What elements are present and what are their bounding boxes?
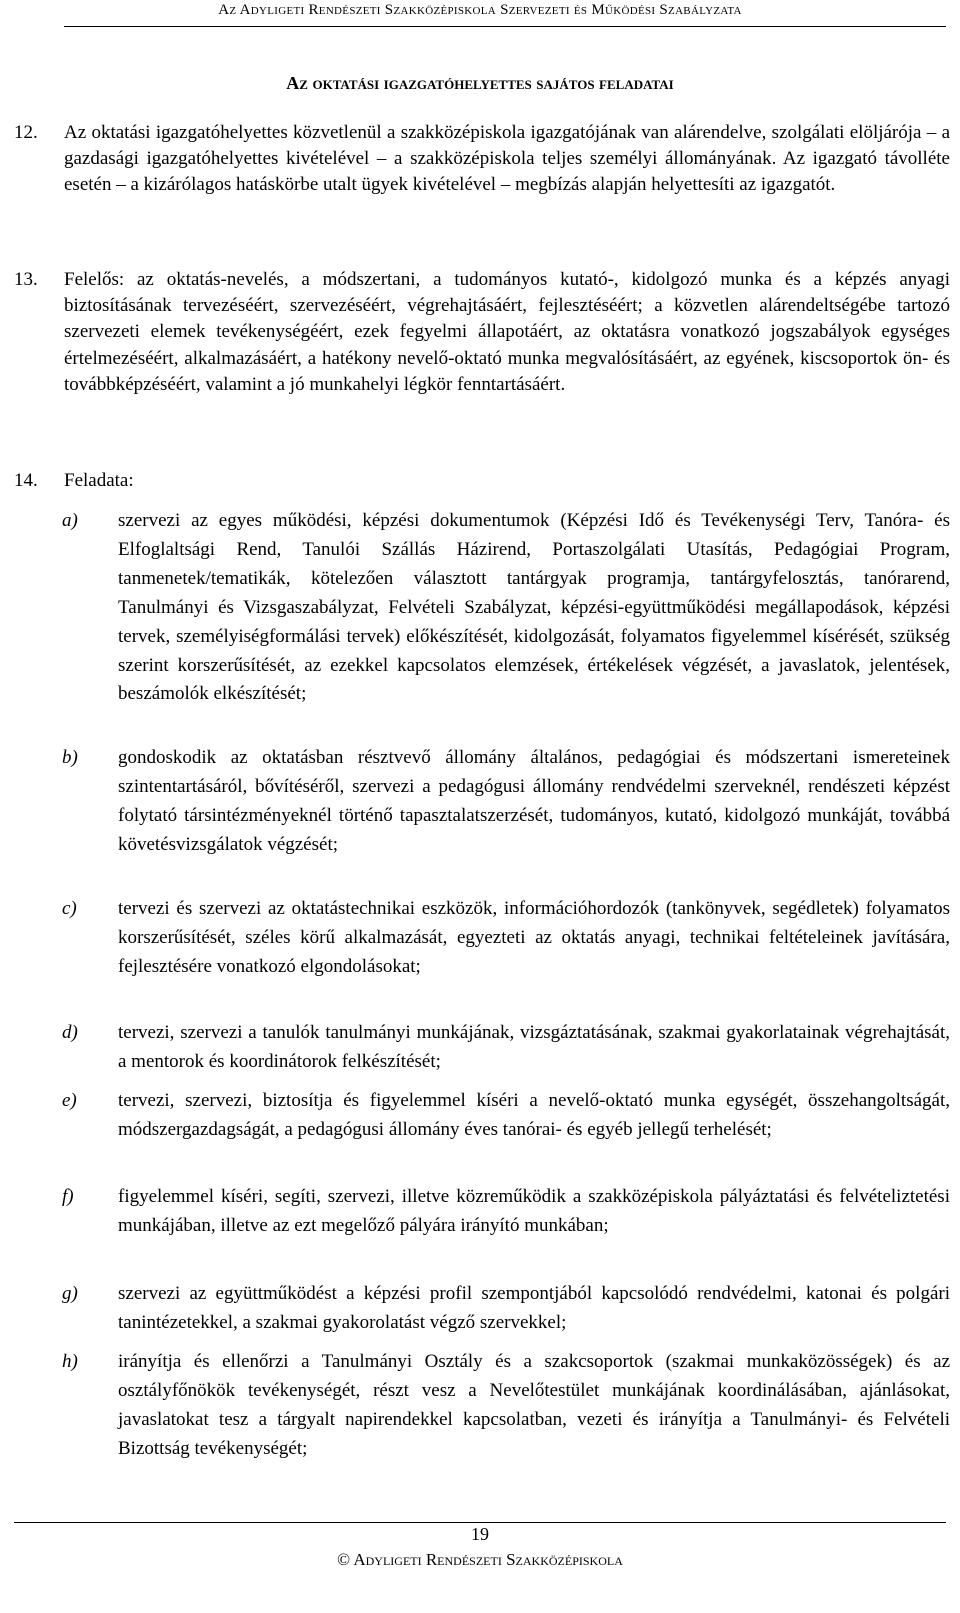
footer-rule bbox=[14, 1522, 946, 1523]
paragraph-number: 14. bbox=[14, 470, 38, 491]
list-item-text: szervezi az együttműködést a képzési profil szempontjából kapcsolódó rendvédelmi, katonai és polgári tanintézetekkel, a szakmai gyakorolatást végző szervekkel; bbox=[118, 1283, 950, 1333]
paragraph-text: Az oktatási igazgatóhelyettes közvetlenül a szakközépiskola igazgatójának van alárendelve, szolgálati elöljárója – a gazdasági igazgatóhelyettes kivételével – a szakközépiskola teljes személyi állományának. Az igazgató távolléte esetén – a kizárólagos hatáskörbe utalt ügyek kivételével – megbízás alapján helyettesíti az igazgatót. bbox=[64, 122, 950, 196]
list-item bbox=[14, 1019, 950, 1077]
list-item bbox=[14, 1348, 950, 1464]
list-item-text: tervezi, szervezi, biztosítja és figyelemmel kíséri a nevelő-oktató munka egységét, összehangoltságát, módszergazdagságát, a pedagógusi állomány éves tanórai- és egyéb jellegű terhelését; bbox=[118, 1090, 950, 1140]
header-rule bbox=[64, 26, 946, 27]
list-item-letter: c) bbox=[62, 898, 77, 919]
list-item-text: tervezi és szervezi az oktatástechnikai eszközök, információhordozók (tankönyvek, segédletek) folyamatos korszerűsítését, széles körű alkalmazását, egyezteti az oktatás anyagi, technikai feltételeinek javítására, fejlesztésére vonatkozó elgondolásokat; bbox=[118, 898, 950, 977]
page-number: 19 bbox=[471, 1524, 489, 1544]
list-item-letter: e) bbox=[62, 1090, 77, 1111]
section-title: Az oktatási igazgatóhelyettes sajátos feladatai bbox=[286, 73, 674, 93]
list-item bbox=[14, 1280, 950, 1338]
list-item-letter: d) bbox=[62, 1022, 78, 1043]
list-item-text: figyelemmel kíséri, segíti, szervezi, illetve közreműködik a szakközépiskola pályáztatási és felvételiztetési munkájában, illetve az ezt megelőző pályára irányító munkában; bbox=[118, 1186, 950, 1236]
list-item-letter: h) bbox=[62, 1351, 78, 1372]
list-item-text: szervezi az egyes működési, képzési dokumentumok (Képzési Idő és Tevékenységi Terv, Tanóra- és Elfoglaltsági Rend, Tanulói Szállás Házirend, Portaszolgálati Utasítás, Pedagógiai Program, tanmenetek/tematikák, kötelezően választott tantárgyak programja, tantárgyfelosztás, tanórarend, Tanulmányi és Vizsgaszabályzat, Felvételi Szabályzat, képzési-együttműködési megállapodások, képzési tervek, személyiségformálási tervek) előkészítését, kidolgozását, folyamatos figyelemmel kísérését, szükség szerint korszerűsítését, az ezekkel kapcsolatos elemzések, értékelések végzését, a javaslatok, jelentések, beszámolók elkészítését; bbox=[118, 510, 950, 705]
list-item-letter: f) bbox=[62, 1186, 74, 1207]
list-item bbox=[14, 1087, 950, 1145]
paragraph-text: Felelős: az oktatás-nevelés, a módszertani, a tudományos kutató-, kidolgozó munka és a képzés anyagi biztosításának tervezéséért, szervezéséért, végrehajtásáért, fejlesztéséért; a közvetlen alárendeltségébe tartozó szervezeti elemek tevékenységéért, ezek fegyelmi állapotáért, az oktatásra vonatkozó jogszabályok egységes értelmezéséért, alkalmazásáért, a hatékony nevelő-oktató munka megvalósításáért, az egyének, kiscsoportok ön- és továbbképzéséért, valamint a jó munkahelyi légkör fenntartásáért. bbox=[64, 269, 950, 395]
list-item-letter: b) bbox=[62, 747, 78, 768]
list-item bbox=[14, 744, 950, 860]
running-footer: © Adyligeti Rendészeti Szakközépiskola bbox=[337, 1550, 623, 1569]
list-item bbox=[14, 895, 950, 982]
list-item bbox=[14, 1183, 950, 1241]
list-item-letter: g) bbox=[62, 1283, 78, 1304]
numbered-paragraph bbox=[14, 267, 950, 398]
list-item-letter: a) bbox=[62, 510, 78, 531]
paragraph-number: 12. bbox=[14, 122, 38, 143]
list-item-text: irányítja és ellenőrzi a Tanulmányi Osztály és a szakcsoportok (szakmai munkaközösségek) és az osztályfőnökök tevékenységét, részt vesz a Nevelőtestület munkájának koordinálásában, ajánlásokat, javaslatokat tesz a tárgyalt napirendekkel kapcsolatban, vezeti és irányítja a Tanulmányi- és Felvételi Bizottság tevékenységét; bbox=[118, 1351, 950, 1459]
numbered-paragraph bbox=[14, 468, 950, 494]
list-item bbox=[14, 507, 950, 709]
running-header: Az Adyligeti Rendészeti Szakközépiskola Szervezeti és Működési Szabályzata bbox=[218, 2, 742, 18]
list-item-text: gondoskodik az oktatásban résztvevő állomány általános, pedagógiai és módszertani ismereteinek szintentartásáról, bővítéséről, szervezi a pedagógusi állomány rendvédelmi szerveknél, rendészeti képzést folytató társintézményeknél történő tapasztalatszerzését, tudományos, kutató, kidolgozó munkáját, továbbá követésvizsgálatok végzését; bbox=[118, 747, 950, 855]
paragraph-text: Feladata: bbox=[64, 470, 134, 491]
paragraph-number: 13. bbox=[14, 269, 38, 290]
list-item-text: tervezi, szervezi a tanulók tanulmányi munkájának, vizsgáztatásának, szakmai gyakorlatainak végrehajtását, a mentorok és koordinátorok felkészítését; bbox=[118, 1022, 950, 1072]
numbered-paragraph bbox=[14, 120, 950, 199]
